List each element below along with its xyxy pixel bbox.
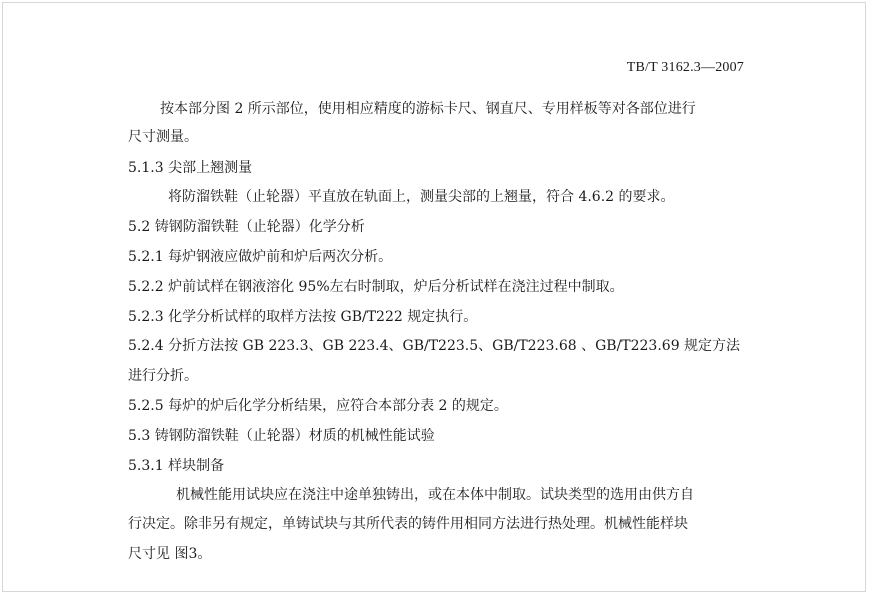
section-heading: 5.2 铸钢防溜铁鞋（止轮器）化学分析 <box>128 219 365 235</box>
section-heading: 5.3.1 样块制备 <box>128 458 225 474</box>
clause-line: 5.2.1 每炉钢液应做炉前和炉后两次分析。 <box>128 249 393 265</box>
paragraph-line: 尺寸见 图3。 <box>128 546 212 562</box>
clause-line: 5.2.5 每炉的炉后化学分析结果，应符合本部分表 2 的规定。 <box>128 398 508 414</box>
paragraph-line: 按本部分图 2 所示部位，使用相应精度的游标卡尺、钢直尺、专用样板等对各部位进行 <box>160 101 696 117</box>
clause-line: 5.2.2 炉前试样在钢液溶化 95%左右时制取，炉后分析试样在浇注过程中制取。 <box>128 279 624 295</box>
clause-line: 5.2.3 化学分析试样的取样方法按 GB/T222 规定执行。 <box>128 309 478 325</box>
paragraph-line: 尺寸测量。 <box>128 129 198 145</box>
standard-code: TB/T 3162.3—2007 <box>626 60 744 75</box>
clause-line: 5.2.4 分折方法按 GB 223.3、GB 223.4、GB/T223.5、GB/T223.68 、GB/T223.69 规定方法 <box>128 338 741 354</box>
paragraph-line: 进行分折。 <box>128 368 198 384</box>
paragraph-line: 行决定。除非另有规定，单铸试块与其所代表的铸件用相同方法进行热处理。机械性能样块 <box>128 516 688 532</box>
section-heading: 5.1.3 尖部上翘测量 <box>128 160 253 176</box>
section-heading: 5.3 铸钢防溜铁鞋（止轮器）材质的机械性能试验 <box>128 428 435 444</box>
paragraph-line: 将防溜铁鞋（止轮器）平直放在轨面上，测量尖部的上翘量，符合 4.6.2 的要求。 <box>168 189 675 205</box>
paragraph-line: 机械性能用试块应在浇注中途单独铸出，或在本体中制取。试块类型的选用由供方自 <box>176 487 694 503</box>
